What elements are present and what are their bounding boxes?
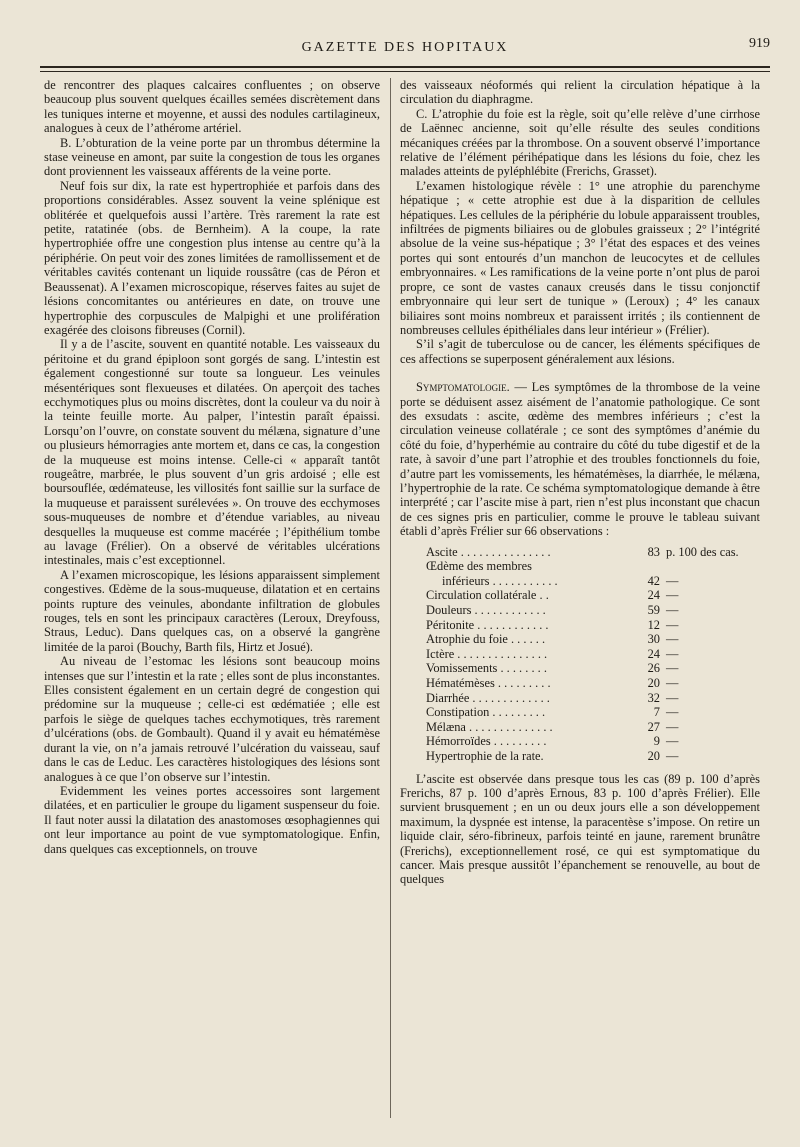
paragraph: Au niveau de l’estomac les lésions sont beaucoup moins intenses que sur l’intestin et la rate ; elles sont de plus inconstantes. Elles consistent également en un certain degré de congestion qui prédomine sur la muqueuse ; celle-ci est œdématiée ; elle est parfois le siège de quelques taches ecchymotiques, très rarement d’ulcérations (obs. de Gombault). Quand il y avait eu hématémèse durant la vie, on n’a jamais retrouvé l’ulcération du vaisseau, sauf dans le cas de Leduc. Les caractères histologiques des lésions sont analogues à ce que l’on observe sur l’intestin. xyxy=(44,654,380,784)
table-row xyxy=(426,588,756,603)
symptom-unit: — xyxy=(666,690,679,705)
symptom-unit: p. 100 des cas. xyxy=(666,544,739,559)
symptom-label: Constipation . . . . . . . . . xyxy=(426,705,546,720)
paragraph: C. L’atrophie du foie est la règle, soit qu’elle relève d’une cirrhose de Laënnec ancienne, soit qu’elle résulte des seules conditions mécaniques créées par la thrombose. On a souvent observé l’importance relative de l’élément périhépatique dans les lésions du foie, chez les malades atteints de pyléphlébite (Frerichs, Grasset). xyxy=(400,106,760,179)
symptom-value: 24 xyxy=(647,646,660,661)
table-row xyxy=(426,574,756,589)
symptom-label: Hématémèses . . . . . . . . . xyxy=(426,675,551,690)
symptom-unit: — xyxy=(666,661,679,676)
table-row xyxy=(426,618,756,633)
symptom-unit: — xyxy=(666,588,679,603)
journal-title: GAZETTE DES HOPITAUX xyxy=(301,40,509,55)
table-row xyxy=(426,559,756,574)
symptom-value: 20 xyxy=(647,675,660,690)
symptom-value: 9 xyxy=(653,734,660,749)
paragraph: Neuf fois sur dix, la rate est hypertrophiée et parfois dans des proportions considérables. Assez souvent la veine splénique est oblitérée et quelquefois aussi l’artère. Très rarement la rate est petite, ratatinée (obs. de Bernheim). A la coupe, la rate hypertrophiée offre une congestion plus intense au centre qu’à la périphérie. On peut voir des zones limitées de ramollissement et de véritables cavités contenant un liquide roussâtre (cas de Péron et Beaussenat). A l’examen microscopique, réserves faites au sujet de lésions concomitantes ou antérieures en date, on trouve une hypertrophie des corpuscules de Malpighi et une prolifération exagérée des cloisons fibreuses (Cornil). xyxy=(44,178,380,337)
column-divider xyxy=(390,78,391,1118)
header-rule-thin xyxy=(40,71,770,72)
paragraph: Evidemment les veines portes accessoires sont largement dilatées, et en particulier le groupe du ligament suspenseur du foie. Il faut noter aussi la dilatation des anastomoses œsophagiennes qui ont leur importance au point de vue symptomatologique. Enfin, dans quelques cas exceptionnels, on trouve xyxy=(44,783,380,856)
symptom-label: Diarrhée . . . . . . . . . . . . . xyxy=(426,690,550,705)
symptom-frequency-table xyxy=(426,545,756,764)
symptom-value: 30 xyxy=(647,632,660,647)
symptom-unit: — xyxy=(666,632,679,647)
table-row xyxy=(426,661,756,676)
symptom-label: inférieurs . . . . . . . . . . . xyxy=(442,573,558,588)
symptom-unit: — xyxy=(666,602,679,617)
paragraph: de rencontrer des plaques calcaires confluentes ; on observe beaucoup plus souvent quelques écailles semées discrètement dans les tuniques interne et moyenne, et aussi des nodules cartilagineux, analogues à ceux de l’athérome artériel. xyxy=(44,78,380,136)
symptom-unit xyxy=(666,559,756,574)
symptom-value: 32 xyxy=(647,690,660,705)
symptom-unit: — xyxy=(666,748,679,763)
symptom-label: Mélæna . . . . . . . . . . . . . . xyxy=(426,719,553,734)
page-number: 919 xyxy=(749,36,770,51)
left-column xyxy=(44,78,380,1118)
symptom-value: 27 xyxy=(647,719,660,734)
symptom-label: Ictère . . . . . . . . . . . . . . . xyxy=(426,646,548,661)
paragraph: L’examen histologique révèle : 1° une atrophie du parenchyme hépatique ; « cette atrophie est due à la disparition de cellules hépatiques. Les cellules de la périphérie du lobule apparaissent troubles, infiltrées de pigments biliaires ou de globules graisseux ; 2° l’intégrité absolue de la veine sus-hépatique ; 3° l’état des espaces et des veines portes qui sont entourés d’un manchon de leucocytes et de cellules embryonnaires. « Les ramifications de la veine porte n’ont plus de paroi propre, ce sont de vastes canaux creusés dans le tissu conjonctif embryonnaire qui leur sert de tunique » (Leroux) ; 4° les canaux biliaires sont moins nombreux et paraissent irrités ; ils contiennent de nombreuses cellules épithéliales dans leur intérieur » (Frélier). xyxy=(400,178,760,337)
symptom-label: Ascite . . . . . . . . . . . . . . . xyxy=(426,544,551,559)
symptom-unit: — xyxy=(666,705,679,720)
paragraph: A l’examen microscopique, les lésions apparaissent simplement congestives. Œdème de la sous-muqueuse, dilatation et en certains points rupture des veinules, abondante infiltration de globules rouges, tels en sont les principaux caractères (Leroux, Dreyfouss, Straus, Leduc). Dans quelques cas, on a observé la gangrène limitée de la paroi (Bouchy, Barth fils, Hirtz et Josué). xyxy=(44,567,380,654)
symptom-value xyxy=(632,559,666,574)
symptom-value: 7 xyxy=(653,705,660,720)
symptom-label: Péritonite . . . . . . . . . . . . xyxy=(426,617,549,632)
table-row xyxy=(426,691,756,706)
symptom-value: 83 xyxy=(647,544,660,559)
table-row xyxy=(426,749,756,764)
symptom-label: Hypertrophie de la rate. xyxy=(426,748,544,763)
table-row xyxy=(426,676,756,691)
symptom-label: Circulation collatérale . . xyxy=(426,588,549,603)
symptom-value: 24 xyxy=(647,588,660,603)
symptomatologie-paragraph xyxy=(400,380,760,538)
symptom-unit: — xyxy=(666,719,679,734)
section-heading: Symptomatologie. xyxy=(416,380,510,395)
symptom-unit: — xyxy=(666,646,679,661)
symptom-unit: — xyxy=(666,573,679,588)
symptom-unit: — xyxy=(666,734,679,749)
symptom-unit: — xyxy=(666,617,679,632)
table-row xyxy=(426,734,756,749)
right-column xyxy=(400,78,760,1118)
paragraph: S’il s’agit de tuberculose ou de cancer, les éléments spécifiques de ces affections se superposent généralement aux lésions. xyxy=(400,337,760,366)
paragraph: L’ascite est observée dans presque tous les cas (89 p. 100 d’après Frerichs, 87 p. 100 d’après Ernous, 83 p. 100 d’après Frélier). Elle survient brusquement ; en un ou deux jours elle a son développement maximum, la dyspnée est intense, la paracentèse s’impose. On retire un liquide clair, séro-fibrineux, parfois teinté en jaune, rarement brunâtre (Frerichs), exceptionnellement rosé, ce qui est symptomatique du cancer. Mais presque aussitôt l’épanchement se renouvelle, au bout de quelques xyxy=(400,771,760,887)
symptom-label: Vomissements . . . . . . . . xyxy=(426,661,547,676)
table-row xyxy=(426,545,756,560)
symptom-label: Douleurs . . . . . . . . . . . . xyxy=(426,602,546,617)
symptom-value: 59 xyxy=(647,602,660,617)
table-row xyxy=(426,705,756,720)
symptom-value: 42 xyxy=(647,573,660,588)
section-text: — Les symptômes de la thrombose de la veine porte se déduisent assez aisément de l’anatomie pathologique. Ce sont des exsudats : ascite, œdème des membres inférieurs ; c’est la circulation veineuse collatérale ; ce sont des symptômes d’anémie du côté du foie, d’hyperhémie au contraire du côté du tube digestif et de la rate, à savoir d’une part l’atrophie et des troubles fonctionnels du foie, d’autre part les vomissements, les hématémèses, la diarrhée, le mélæna, l’hypertrophie de la rate. Ce schéma symptomatologique demande à être interprété ; car l’ascite mise à part, rien n’est plus inconstant que chacun de ces signes pris en particulier, comme le prouve le tableau suivant établi d’après Frélier sur 66 observations : xyxy=(400,380,760,539)
header-rule xyxy=(40,66,770,68)
table-row xyxy=(426,647,756,662)
symptom-value: 12 xyxy=(647,617,660,632)
table-row xyxy=(426,632,756,647)
paragraph: Il y a de l’ascite, souvent en quantité notable. Les vaisseaux du péritoine et du grand épiploon sont gorgés de sang. L’intestin est également congestionné sur toute sa longueur. Les veinules mésentériques sont flexueuses et dilatées. On aperçoit des taches ecchymotiques plus ou moins discrètes, dont la couleur va du noir à la teinte feuille morte. Au palper, l’intestin paraît épaissi. Lorsqu’on l’ouvre, on constate souvent du mélæna, signature d’une ou plusieurs hémorragies ante mortem et, dans ce cas, la congestion de la muqueuse est moins intense. Celle-ci « apparaît tantôt rougeâtre, marbrée, le plus souvent d’un gris ardoisé ; elle est boursouflée, œdémateuse, les villosités font saillie sur la surface de la muqueuse et paraissent surélevées ». On trouve des ecchymoses sous-muqueuses de nombre et d’étendue variables, au niveau desquelles la muqueuse est comme macérée ; l’épithélium tombe au lavage (Frélier). On a observé de véritables ulcérations intestinales, mais c’est exceptionnel. xyxy=(44,337,380,568)
symptom-value: 20 xyxy=(647,748,660,763)
symptom-label: Atrophie du foie . . . . . . xyxy=(426,632,546,647)
table-row xyxy=(426,603,756,618)
symptom-label: Œdème des membres xyxy=(426,559,532,574)
symptom-value: 26 xyxy=(647,661,660,676)
symptom-unit: — xyxy=(666,675,679,690)
page-header xyxy=(40,36,770,64)
paragraph: des vaisseaux néoformés qui relient la circulation hépatique à la circulation du diaphragme. xyxy=(400,78,760,107)
symptom-label: Hémorroïdes . . . . . . . . . xyxy=(426,734,547,749)
paragraph: B. L’obturation de la veine porte par un thrombus détermine la stase veineuse en amont, par suite la congestion de tous les organes dont proviennent les vaisseaux afférents de la veine porte. xyxy=(44,135,380,179)
table-row xyxy=(426,720,756,735)
